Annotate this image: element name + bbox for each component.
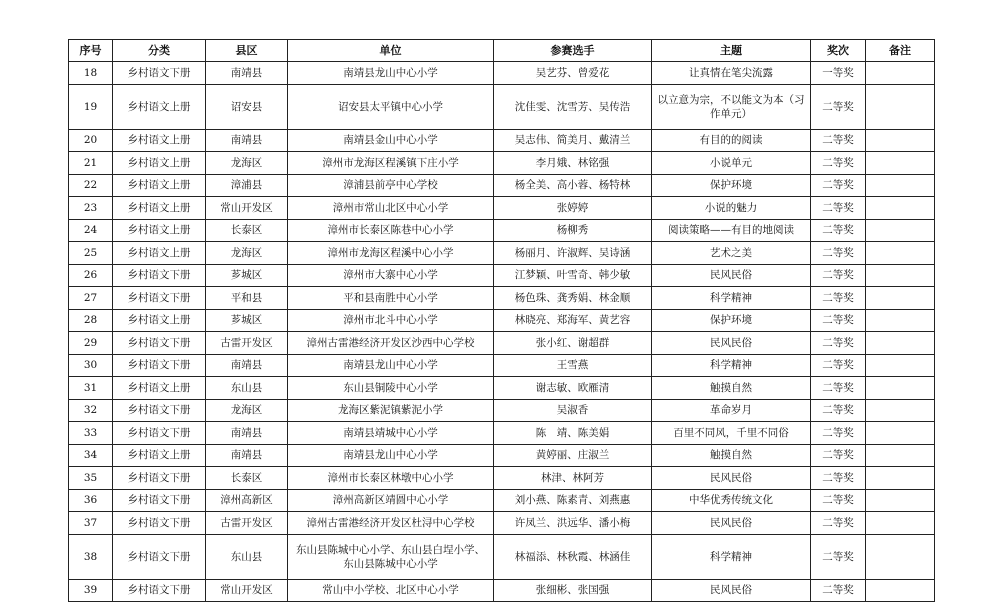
cell-theme: 民风民俗 — [652, 332, 811, 355]
cell-award: 二等奖 — [811, 444, 866, 467]
cell-county: 漳浦县 — [206, 174, 288, 197]
cell-county: 芗城区 — [206, 309, 288, 332]
cell-category: 乡村语文上册 — [113, 309, 206, 332]
cell-no: 30 — [69, 354, 113, 377]
cell-no: 37 — [69, 512, 113, 535]
cell-county: 常山开发区 — [206, 579, 288, 602]
cell-unit: 漳州古雷港经济开发区杜浔中心学校 — [288, 512, 494, 535]
cell-award: 二等奖 — [811, 242, 866, 265]
table-row — [69, 422, 935, 445]
cell-no: 36 — [69, 489, 113, 512]
header-unit: 单位 — [288, 40, 494, 62]
cell-award: 二等奖 — [811, 129, 866, 152]
cell-county: 龙海区 — [206, 399, 288, 422]
cell-county: 平和县 — [206, 287, 288, 310]
cell-unit: 漳州市长泰区林墩中心小学 — [288, 467, 494, 490]
table-row — [69, 152, 935, 175]
cell-no: 28 — [69, 309, 113, 332]
cell-note — [866, 489, 935, 512]
cell-no: 24 — [69, 219, 113, 242]
cell-theme: 艺术之美 — [652, 242, 811, 265]
cell-players: 李月娥、林铭强 — [494, 152, 652, 175]
table-row — [69, 489, 935, 512]
award-table — [68, 39, 935, 602]
cell-award: 二等奖 — [811, 287, 866, 310]
cell-award: 二等奖 — [811, 309, 866, 332]
cell-no: 38 — [69, 534, 113, 579]
cell-note — [866, 152, 935, 175]
cell-category: 乡村语文下册 — [113, 287, 206, 310]
cell-award: 二等奖 — [811, 377, 866, 400]
cell-category: 乡村语文下册 — [113, 489, 206, 512]
cell-county: 南靖县 — [206, 354, 288, 377]
cell-unit: 漳州高新区靖圆中心小学 — [288, 489, 494, 512]
cell-note — [866, 219, 935, 242]
cell-award: 二等奖 — [811, 489, 866, 512]
cell-players: 张小红、谢超群 — [494, 332, 652, 355]
cell-theme: 民风民俗 — [652, 579, 811, 602]
cell-no: 29 — [69, 332, 113, 355]
cell-no: 19 — [69, 84, 113, 129]
table-row — [69, 354, 935, 377]
cell-no: 33 — [69, 422, 113, 445]
table-row — [69, 332, 935, 355]
table-row — [69, 84, 935, 129]
cell-category: 乡村语文上册 — [113, 174, 206, 197]
cell-theme: 科学精神 — [652, 287, 811, 310]
cell-no: 22 — [69, 174, 113, 197]
cell-award: 二等奖 — [811, 354, 866, 377]
cell-note — [866, 309, 935, 332]
cell-note — [866, 377, 935, 400]
table-row — [69, 197, 935, 220]
cell-no: 35 — [69, 467, 113, 490]
cell-no: 23 — [69, 197, 113, 220]
cell-county: 诏安县 — [206, 84, 288, 129]
cell-players: 杨全美、高小蓉、杨特林 — [494, 174, 652, 197]
cell-unit: 龙海区紫泥镇紫泥小学 — [288, 399, 494, 422]
cell-players: 吴艺芬、曾爱花 — [494, 62, 652, 85]
cell-unit: 东山县铜陵中心小学 — [288, 377, 494, 400]
cell-unit: 漳浦县前亭中心学校 — [288, 174, 494, 197]
cell-players: 杨柳秀 — [494, 219, 652, 242]
cell-unit: 漳州古雷港经济开发区沙西中心学校 — [288, 332, 494, 355]
cell-unit: 南靖县靖城中心小学 — [288, 422, 494, 445]
cell-unit: 平和县南胜中心小学 — [288, 287, 494, 310]
header-category: 分类 — [113, 40, 206, 62]
header-row — [69, 40, 935, 62]
cell-note — [866, 129, 935, 152]
cell-award: 二等奖 — [811, 174, 866, 197]
cell-category: 乡村语文下册 — [113, 399, 206, 422]
table-row — [69, 444, 935, 467]
cell-no: 27 — [69, 287, 113, 310]
cell-note — [866, 62, 935, 85]
table-row — [69, 287, 935, 310]
cell-players: 吴淑香 — [494, 399, 652, 422]
cell-county: 南靖县 — [206, 422, 288, 445]
cell-county: 常山开发区 — [206, 197, 288, 220]
cell-category: 乡村语文下册 — [113, 354, 206, 377]
cell-note — [866, 579, 935, 602]
cell-no: 34 — [69, 444, 113, 467]
cell-players: 谢志敏、欧雁清 — [494, 377, 652, 400]
cell-no: 31 — [69, 377, 113, 400]
cell-note — [866, 174, 935, 197]
cell-theme: 以立意为宗，不以能文为本（习作单元） — [652, 84, 811, 129]
table-row — [69, 129, 935, 152]
cell-unit: 东山县陈城中心小学、东山县白埕小学、东山县陈城中心小学 — [288, 534, 494, 579]
cell-county: 芗城区 — [206, 264, 288, 287]
cell-note — [866, 332, 935, 355]
cell-county: 龙海区 — [206, 242, 288, 265]
cell-players: 王雪燕 — [494, 354, 652, 377]
cell-unit: 漳州市龙海区程溪镇下庄小学 — [288, 152, 494, 175]
table-row — [69, 467, 935, 490]
cell-theme: 让真情在笔尖流露 — [652, 62, 811, 85]
cell-note — [866, 354, 935, 377]
cell-theme: 百里不同风，千里不同俗 — [652, 422, 811, 445]
cell-players: 刘小燕、陈素青、刘燕惠 — [494, 489, 652, 512]
header-county: 县区 — [206, 40, 288, 62]
cell-county: 龙海区 — [206, 152, 288, 175]
cell-unit: 常山中小学校、北区中心小学 — [288, 579, 494, 602]
cell-note — [866, 242, 935, 265]
cell-no: 25 — [69, 242, 113, 265]
cell-players: 黄婷丽、庄淑兰 — [494, 444, 652, 467]
table-row — [69, 242, 935, 265]
cell-unit: 南靖县龙山中心小学 — [288, 354, 494, 377]
cell-county: 长泰区 — [206, 467, 288, 490]
cell-no: 32 — [69, 399, 113, 422]
cell-players: 江梦颖、叶雪奇、韩少敏 — [494, 264, 652, 287]
cell-players: 林福添、林秋霞、林涵佳 — [494, 534, 652, 579]
cell-category: 乡村语文上册 — [113, 219, 206, 242]
cell-unit: 漳州市常山北区中心小学 — [288, 197, 494, 220]
table-body — [69, 62, 935, 602]
cell-category: 乡村语文上册 — [113, 197, 206, 220]
cell-theme: 保护环境 — [652, 174, 811, 197]
header-no: 序号 — [69, 40, 113, 62]
cell-category: 乡村语文上册 — [113, 242, 206, 265]
cell-unit: 漳州市北斗中心小学 — [288, 309, 494, 332]
cell-category: 乡村语文下册 — [113, 62, 206, 85]
table-row — [69, 399, 935, 422]
cell-category: 乡村语文上册 — [113, 84, 206, 129]
cell-county: 古雷开发区 — [206, 332, 288, 355]
cell-theme: 触摸自然 — [652, 377, 811, 400]
cell-county: 东山县 — [206, 534, 288, 579]
cell-no: 26 — [69, 264, 113, 287]
cell-category: 乡村语文下册 — [113, 264, 206, 287]
cell-unit: 南靖县金山中心小学 — [288, 129, 494, 152]
cell-category: 乡村语文下册 — [113, 422, 206, 445]
table-row — [69, 219, 935, 242]
cell-no: 20 — [69, 129, 113, 152]
header-award: 奖次 — [811, 40, 866, 62]
cell-note — [866, 84, 935, 129]
cell-note — [866, 422, 935, 445]
cell-theme: 革命岁月 — [652, 399, 811, 422]
cell-county: 南靖县 — [206, 62, 288, 85]
cell-players: 许凤兰、洪远华、潘小梅 — [494, 512, 652, 535]
cell-county: 漳州高新区 — [206, 489, 288, 512]
cell-county: 南靖县 — [206, 129, 288, 152]
table-row — [69, 512, 935, 535]
cell-unit: 南靖县龙山中心小学 — [288, 444, 494, 467]
cell-award: 二等奖 — [811, 264, 866, 287]
table-row — [69, 579, 935, 602]
cell-award: 二等奖 — [811, 399, 866, 422]
cell-note — [866, 197, 935, 220]
cell-award: 一等奖 — [811, 62, 866, 85]
cell-players: 沈佳雯、沈雪芳、吴传浩 — [494, 84, 652, 129]
cell-note — [866, 287, 935, 310]
cell-no: 21 — [69, 152, 113, 175]
cell-no: 39 — [69, 579, 113, 602]
cell-award: 二等奖 — [811, 197, 866, 220]
cell-award: 二等奖 — [811, 467, 866, 490]
cell-theme: 保护环境 — [652, 309, 811, 332]
cell-category: 乡村语文上册 — [113, 152, 206, 175]
cell-unit: 漳州市长泰区陈巷中心小学 — [288, 219, 494, 242]
cell-county: 长泰区 — [206, 219, 288, 242]
cell-theme: 民风民俗 — [652, 512, 811, 535]
cell-note — [866, 444, 935, 467]
cell-theme: 民风民俗 — [652, 264, 811, 287]
cell-theme: 中华优秀传统文化 — [652, 489, 811, 512]
cell-award: 二等奖 — [811, 84, 866, 129]
cell-theme: 科学精神 — [652, 534, 811, 579]
cell-unit: 南靖县龙山中心小学 — [288, 62, 494, 85]
cell-note — [866, 264, 935, 287]
cell-category: 乡村语文上册 — [113, 129, 206, 152]
cell-category: 乡村语文下册 — [113, 467, 206, 490]
cell-note — [866, 534, 935, 579]
cell-players: 陈 靖、陈美娟 — [494, 422, 652, 445]
cell-category: 乡村语文下册 — [113, 332, 206, 355]
cell-award: 二等奖 — [811, 219, 866, 242]
cell-category: 乡村语文上册 — [113, 377, 206, 400]
cell-category: 乡村语文下册 — [113, 579, 206, 602]
cell-unit: 漳州市龙海区程溪中心小学 — [288, 242, 494, 265]
cell-players: 吴志伟、简美月、戴清兰 — [494, 129, 652, 152]
cell-award: 二等奖 — [811, 332, 866, 355]
cell-no: 18 — [69, 62, 113, 85]
cell-players: 林津、林阿芳 — [494, 467, 652, 490]
cell-category: 乡村语文下册 — [113, 512, 206, 535]
header-players: 参赛选手 — [494, 40, 652, 62]
cell-county: 古雷开发区 — [206, 512, 288, 535]
table-row — [69, 264, 935, 287]
cell-award: 二等奖 — [811, 534, 866, 579]
cell-award: 二等奖 — [811, 512, 866, 535]
cell-players: 杨色珠、龚秀娟、林金顺 — [494, 287, 652, 310]
cell-category: 乡村语文上册 — [113, 444, 206, 467]
cell-players: 杨丽月、许淑辉、吴诗涵 — [494, 242, 652, 265]
cell-theme: 民风民俗 — [652, 467, 811, 490]
header-note: 备注 — [866, 40, 935, 62]
table-row — [69, 534, 935, 579]
cell-theme: 小说的魅力 — [652, 197, 811, 220]
cell-award: 二等奖 — [811, 152, 866, 175]
cell-players: 林晓亮、郑海军、黄艺容 — [494, 309, 652, 332]
cell-players: 张婷婷 — [494, 197, 652, 220]
cell-county: 东山县 — [206, 377, 288, 400]
cell-theme: 小说单元 — [652, 152, 811, 175]
cell-unit: 诏安县太平镇中心小学 — [288, 84, 494, 129]
table-row — [69, 62, 935, 85]
table-row — [69, 377, 935, 400]
table-row — [69, 309, 935, 332]
cell-theme: 触摸自然 — [652, 444, 811, 467]
cell-unit: 漳州市大寨中心小学 — [288, 264, 494, 287]
cell-county: 南靖县 — [206, 444, 288, 467]
cell-note — [866, 512, 935, 535]
cell-award: 二等奖 — [811, 579, 866, 602]
table-row — [69, 174, 935, 197]
cell-award: 二等奖 — [811, 422, 866, 445]
cell-players: 张细彬、张国强 — [494, 579, 652, 602]
header-theme: 主题 — [652, 40, 811, 62]
cell-theme: 阅读策略——有目的地阅读 — [652, 219, 811, 242]
cell-note — [866, 467, 935, 490]
cell-category: 乡村语文下册 — [113, 534, 206, 579]
cell-theme: 科学精神 — [652, 354, 811, 377]
cell-theme: 有目的的阅读 — [652, 129, 811, 152]
cell-note — [866, 399, 935, 422]
